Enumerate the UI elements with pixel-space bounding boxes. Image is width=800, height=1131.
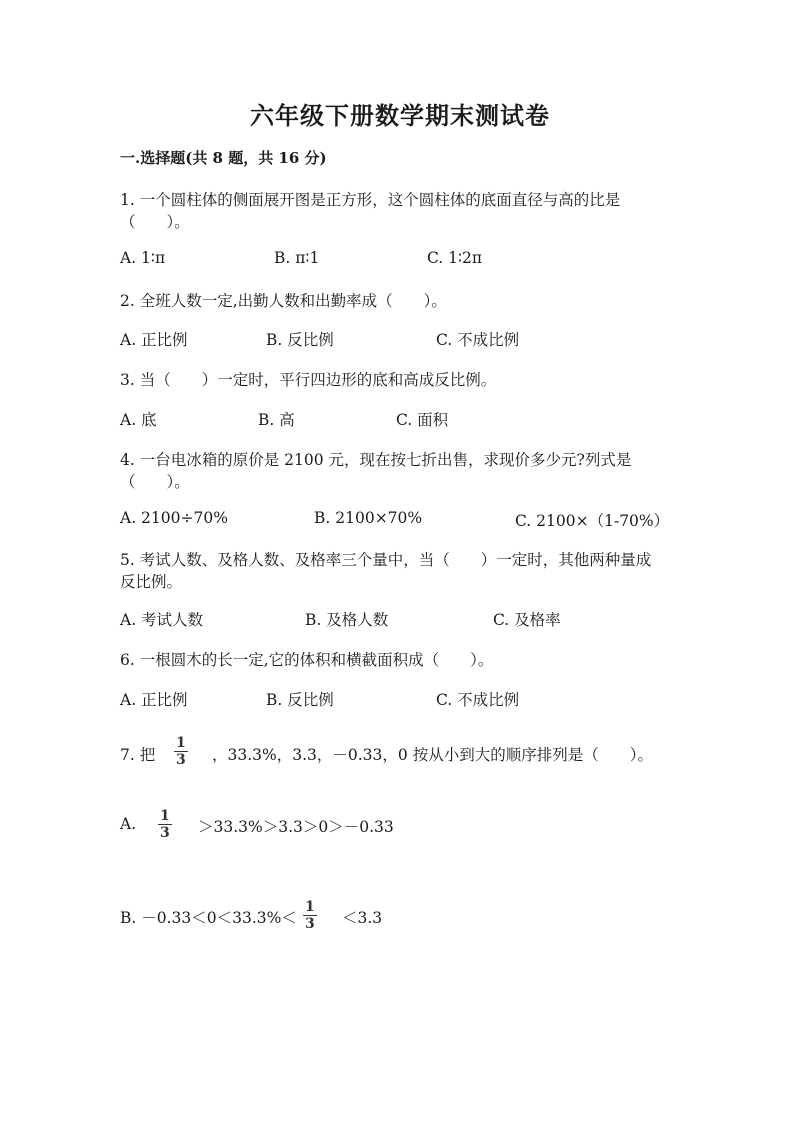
question-7-suffix: ，33.3%，3.3，－0.33，0 按从小到大的顺序排列是（ ）。: [212, 746, 653, 764]
question-4-text-line1: 4. 一台电冰箱的原价是 2100 元，现在按七折出售，求现价多少元?列式是: [120, 451, 632, 469]
question-6-option-c: C. 不成比例: [436, 691, 520, 709]
question-1-option-c: C. 1∶2π: [427, 249, 483, 267]
question-7-option-b-post: ＜3.3: [342, 909, 383, 927]
question-6-option-b: B. 反比例: [266, 691, 334, 709]
question-5-option-b: B. 及格人数: [305, 611, 389, 629]
question-7-option-b-fraction: [303, 899, 317, 932]
question-3-option-c: C. 面积: [396, 411, 449, 429]
question-5-text-line2: 反比例。: [120, 573, 183, 591]
question-1-option-b: B. π∶1: [274, 249, 320, 267]
question-7-prefix: 7. 把: [120, 746, 156, 764]
fraction-numerator: 1: [176, 735, 186, 751]
question-3-option-b: B. 高: [258, 411, 295, 429]
question-2-option-a: A. 正比例: [120, 331, 188, 349]
fraction-denominator: 3: [160, 825, 170, 841]
question-2-text: 2. 全班人数一定,出勤人数和出勤率成（ ）。: [120, 292, 447, 310]
question-2-option-c: C. 不成比例: [436, 331, 520, 349]
question-3-option-a: A. 底: [120, 411, 157, 429]
question-5-option-c: C. 及格率: [493, 611, 561, 629]
question-4-text-line2: （ ）。: [120, 473, 190, 491]
question-7-option-a-rest: ＞33.3%＞3.3＞0＞－0.33: [198, 818, 394, 836]
question-5-text-line1: 5. 考试人数、及格人数、及格率三个量中，当（ ）一定时，其他两种量成: [120, 551, 652, 569]
question-4-option-b: B. 2100×70%: [314, 509, 423, 527]
question-7-option-b-pre: B. －0.33＜0＜33.3%＜: [120, 909, 297, 927]
question-4-option-c: C. 2100×（1-70%）: [515, 512, 670, 530]
section-heading: 一.选择题(共 8 题，共 16 分): [120, 149, 327, 167]
question-1-option-a: A. 1∶π: [120, 249, 166, 267]
question-6-text: 6. 一根圆木的长一定,它的体积和横截面积成（ ）。: [120, 651, 494, 669]
fraction-numerator: 1: [305, 899, 315, 915]
question-1-text-line2: （ ）。: [120, 213, 190, 231]
question-1-text-line1: 1. 一个圆柱体的侧面展开图是正方形，这个圆柱体的底面直径与高的比是: [120, 191, 621, 209]
question-7-option-a-label: A.: [120, 815, 137, 833]
question-5-option-a: A. 考试人数: [120, 611, 204, 629]
question-6-option-a: A. 正比例: [120, 691, 188, 709]
question-2-option-b: B. 反比例: [266, 331, 334, 349]
fraction-denominator: 3: [176, 752, 186, 768]
question-7-fraction: [174, 735, 188, 768]
page-title: 六年级下册数学期末测试卷: [250, 101, 550, 130]
question-3-text: 3. 当（ ）一定时，平行四边形的底和高成反比例。: [120, 371, 497, 389]
fraction-denominator: 3: [305, 916, 315, 932]
question-4-option-a: A. 2100÷70%: [120, 509, 228, 527]
question-7-option-a-fraction: [158, 808, 172, 841]
fraction-numerator: 1: [160, 808, 170, 824]
